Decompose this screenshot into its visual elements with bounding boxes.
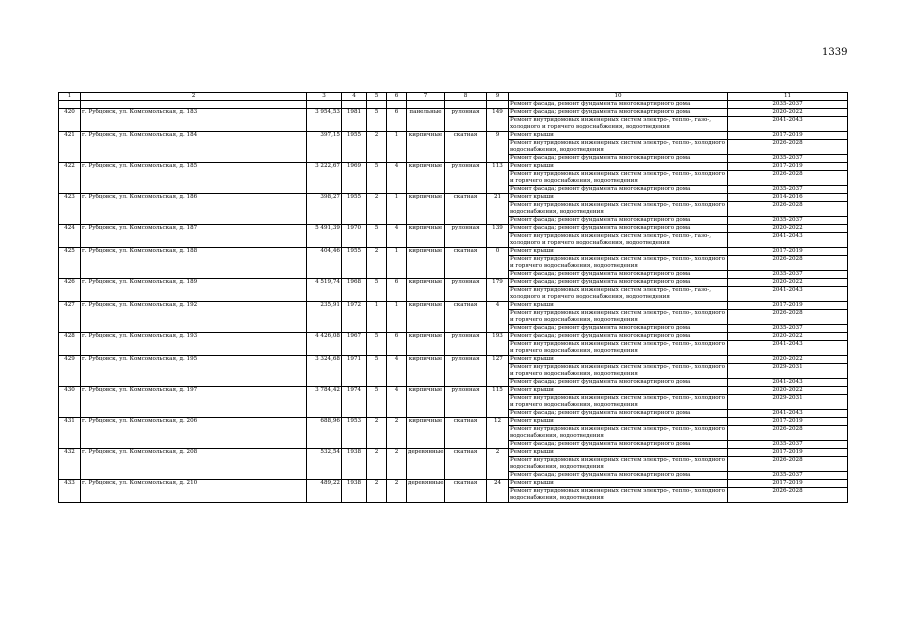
wall-material: кирпичные [407,418,445,449]
work-period: 2035-2037 [728,441,848,449]
house-area: 4 519,74 [307,279,342,302]
construction-year: 1955 [342,194,367,225]
work-type: Ремонт фасада; ремонт фундамента многоквартирного дома [509,410,728,418]
entrances-count: 6 [387,333,407,356]
residents-count: 113 [487,163,509,194]
construction-year: 1971 [342,356,367,387]
work-period: 2020-2022 [728,387,848,395]
roof-type: скатная [445,418,487,449]
work-type: Ремонт крыши [509,480,728,488]
row-number: 429 [59,356,81,387]
row-number: 427 [59,302,81,333]
residents-count: 9 [487,132,509,163]
entrances-count: 4 [387,356,407,387]
work-type: Ремонт крыши [509,387,728,395]
house-area: 3 324,68 [307,356,342,387]
row-number: 425 [59,248,81,279]
column-number: 6 [387,93,407,101]
work-type: Ремонт фасада, ремонт фундамента многоквартирного дома [509,101,728,109]
empty-cell [307,101,342,109]
work-type: Ремонт крыши [509,163,728,171]
row-number: 431 [59,418,81,449]
table-row [59,387,848,395]
row-number: 423 [59,194,81,225]
work-period: 2017-2019 [728,449,848,457]
table-row [59,480,848,488]
construction-year: 1970 [342,225,367,248]
row-number: 433 [59,480,81,503]
wall-material: кирпичные [407,302,445,333]
work-type: Ремонт внутридомовых инженерных систем электро-, тепло-, холодного и горячего водоснабжения, водоотведения [509,171,728,186]
house-area: 235,91 [307,302,342,333]
entrances-count: 4 [387,163,407,194]
table-row [59,163,848,171]
work-type: Ремонт фасада; ремонт фундамента многоквартирного дома [509,225,728,233]
work-period: 2017-2019 [728,480,848,488]
residents-count: 149 [487,109,509,132]
house-address: г. Рубцовск, ул. Комсомольская, д. 197 [81,387,307,418]
residents-count: 24 [487,480,509,503]
work-period: 2020-2022 [728,279,848,287]
roof-type: скатная [445,302,487,333]
work-type: Ремонт крыши [509,194,728,202]
column-number: 7 [407,93,445,101]
table-row [59,225,848,233]
house-address: г. Рубцовск, ул. Комсомольская, д. 185 [81,163,307,194]
wall-material: панельные [407,109,445,132]
work-type: Ремонт крыши [509,418,728,426]
work-period: 2026-2028 [728,426,848,441]
work-type: Ремонт внутридомовых инженерных систем электро-, тепло-, газо-, холодного и горячего водоснабжения, водоотведения [509,233,728,248]
entrances-count: 4 [387,387,407,418]
work-type: Ремонт фасада; ремонт фундамента многоквартирного дома [509,109,728,117]
construction-year: 1953 [342,418,367,449]
residents-count: 12 [487,418,509,449]
work-period: 2035-2037 [728,325,848,333]
row-number: 432 [59,449,81,480]
row-number: 422 [59,163,81,194]
work-period: 2026-2028 [728,488,848,503]
house-area: 398,27 [307,194,342,225]
row-number: 420 [59,109,81,132]
residents-count: 115 [487,387,509,418]
page-number: 1339 [822,47,848,58]
work-period: 2026-2028 [728,171,848,186]
entrances-count: 1 [387,302,407,333]
work-type: Ремонт внутридомовых инженерных систем электро-, тепло-, газо-, холодного и горячего водоснабжения, водоотведения [509,117,728,132]
work-period: 2029-2031 [728,395,848,410]
house-area: 3 222,67 [307,163,342,194]
table-row [59,449,848,457]
table-row [59,302,848,310]
roof-type: рулонная [445,387,487,418]
house-area: 397,15 [307,132,342,163]
empty-cell [367,101,387,109]
residents-count: 0 [487,248,509,279]
work-type: Ремонт крыши [509,302,728,310]
work-period: 2017-2019 [728,163,848,171]
empty-cell [342,101,367,109]
wall-material: деревянные [407,480,445,503]
house-address: г. Рубцовск, ул. Комсомольская, д. 195 [81,356,307,387]
row-number: 428 [59,333,81,356]
work-type: Ремонт внутридомовых инженерных систем электро-, тепло-, холодного и горячего водоснабжения, водоотведения [509,395,728,410]
floors-count: 2 [367,132,387,163]
work-type: Ремонт крыши [509,356,728,364]
row-number: 424 [59,225,81,248]
table-body [59,93,848,503]
floors-count: 5 [367,356,387,387]
wall-material: кирпичные [407,333,445,356]
entrances-count: 2 [387,418,407,449]
residents-count: 2 [487,449,509,480]
work-type: Ремонт фасада; ремонт фундамента многоквартирного дома [509,217,728,225]
wall-material: кирпичные [407,132,445,163]
residents-count: 21 [487,194,509,225]
roof-type: рулонная [445,333,487,356]
work-type: Ремонт фасада; ремонт фундамента многоквартирного дома [509,441,728,449]
entrances-count: 1 [387,248,407,279]
roof-type: скатная [445,248,487,279]
work-period: 2020-2022 [728,356,848,364]
floors-count: 2 [367,449,387,480]
construction-year: 1938 [342,480,367,503]
wall-material: кирпичные [407,248,445,279]
floors-count: 2 [367,194,387,225]
wall-material: кирпичные [407,356,445,387]
entrances-count: 6 [387,279,407,302]
roof-type: скатная [445,132,487,163]
floors-count: 5 [367,279,387,302]
house-area: 532,54 [307,449,342,480]
work-period: 2041-2043 [728,233,848,248]
entrances-count: 1 [387,194,407,225]
work-period: 2020-2022 [728,333,848,341]
house-address: г. Рубцовск, ул. Комсомольская, д. 187 [81,225,307,248]
work-period: 2041-2043 [728,287,848,302]
construction-year: 1974 [342,387,367,418]
work-period: 2017-2019 [728,132,848,140]
empty-cell [81,101,307,109]
work-period: 2026-2028 [728,256,848,271]
roof-type: скатная [445,480,487,503]
house-area: 489,22 [307,480,342,503]
entrances-count: 6 [387,109,407,132]
wall-material: кирпичные [407,225,445,248]
floors-count: 2 [367,480,387,503]
house-address: г. Рубцовск, ул. Комсомольская, д. 192 [81,302,307,333]
column-number: 3 [307,93,342,101]
roof-type: рулонная [445,163,487,194]
work-type: Ремонт фасада; ремонт фундамента многоквартирного дома [509,279,728,287]
floors-count: 2 [367,248,387,279]
row-number: 430 [59,387,81,418]
work-period: 2035-2037 [728,101,848,109]
column-number: 2 [81,93,307,101]
house-area: 3 954,53 [307,109,342,132]
roof-type: скатная [445,449,487,480]
house-address: г. Рубцовск, ул. Комсомольская, д. 184 [81,132,307,163]
residents-count: 139 [487,225,509,248]
work-type: Ремонт внутридомовых инженерных систем электро-, тепло-, холодного и горячего водоснабжения, водоотведения [509,341,728,356]
work-period: 2035-2037 [728,271,848,279]
row-number: 426 [59,279,81,302]
work-type: Ремонт внутридомовых инженерных систем электро-, тепло-, холодного водоснабжения, водоотведения [509,488,728,503]
house-address: г. Рубцовск, ул. Комсомольская, д. 210 [81,480,307,503]
work-type: Ремонт внутридомовых инженерных систем электро-, тепло-, газо-, холодного и горячего водоснабжения, водоотведения [509,287,728,302]
work-type: Ремонт крыши [509,449,728,457]
floors-count: 5 [367,163,387,194]
capital-repair-table [58,92,848,503]
work-period: 2029-2031 [728,364,848,379]
column-number: 4 [342,93,367,101]
residents-count: 193 [487,333,509,356]
work-type: Ремонт фасада; ремонт фундамента многоквартирного дома [509,333,728,341]
work-period: 2020-2022 [728,225,848,233]
house-address: г. Рубцовск, ул. Комсомольская, д. 189 [81,279,307,302]
floors-count: 5 [367,333,387,356]
work-period: 2041-2043 [728,341,848,356]
table-row [59,418,848,426]
wall-material: кирпичные [407,163,445,194]
house-area: 404,46 [307,248,342,279]
roof-type: рулонная [445,225,487,248]
work-period: 2026-2028 [728,202,848,217]
work-type: Ремонт фасада; ремонт фундамента многоквартирного дома [509,379,728,387]
residents-count: 179 [487,279,509,302]
house-address: г. Рубцовск, ул. Комсомольская, д. 193 [81,333,307,356]
work-type: Ремонт крыши [509,132,728,140]
work-type: Ремонт фасада; ремонт фундамента многоквартирного дома [509,186,728,194]
work-period: 2017-2019 [728,418,848,426]
floors-count: 5 [367,387,387,418]
row-number: 421 [59,132,81,163]
table-row [59,356,848,364]
construction-year: 1968 [342,279,367,302]
floors-count: 1 [367,302,387,333]
table-row [59,109,848,117]
work-period: 2041-2043 [728,410,848,418]
work-period: 2014-2016 [728,194,848,202]
roof-type: рулонная [445,109,487,132]
work-type: Ремонт внутридомовых инженерных систем электро-, тепло-, холодного и горячего водоснабжения, водоотведения [509,256,728,271]
wall-material: деревянные [407,449,445,480]
house-address: г. Рубцовск, ул. Комсомольская, д. 183 [81,109,307,132]
residents-count: 4 [487,302,509,333]
work-period: 2035-2037 [728,472,848,480]
house-area: 4 426,08 [307,333,342,356]
entrances-count: 1 [387,132,407,163]
entrances-count: 2 [387,449,407,480]
roof-type: рулонная [445,356,487,387]
roof-type: рулонная [445,279,487,302]
house-address: г. Рубцовск, ул. Комсомольская, д. 208 [81,449,307,480]
wall-material: кирпичные [407,279,445,302]
construction-year: 1981 [342,109,367,132]
empty-cell [487,101,509,109]
work-type: Ремонт внутридомовых инженерных систем электро-, тепло-, холодного водоснабжения, водоотведения [509,426,728,441]
table-row [59,194,848,202]
work-type: Ремонт фасада; ремонт фундамента многоквартирного дома [509,472,728,480]
work-type: Ремонт внутридомовых инженерных систем электро-, тепло-, холодного водоснабжения, водоотведения [509,140,728,155]
wall-material: кирпичные [407,194,445,225]
column-number: 11 [728,93,848,101]
house-area: 3 784,42 [307,387,342,418]
column-number: 10 [509,93,728,101]
wall-material: кирпичные [407,387,445,418]
work-period: 2026-2028 [728,310,848,325]
entrances-count: 4 [387,225,407,248]
house-area: 688,96 [307,418,342,449]
work-period: 2035-2037 [728,155,848,163]
work-type: Ремонт внутридомовых инженерных систем электро-, тепло-, холодного водоснабжения, водоотведения [509,457,728,472]
floors-count: 5 [367,225,387,248]
work-period: 2041-2043 [728,117,848,132]
work-type: Ремонт фасада; ремонт фундамента многоквартирного дома [509,271,728,279]
table-row [59,132,848,140]
column-number: 5 [367,93,387,101]
work-type: Ремонт внутридомовых инженерных систем электро-, тепло-, холодного и горячего водоснабжения, водоотведения [509,310,728,325]
house-address: г. Рубцовск, ул. Комсомольская, д. 206 [81,418,307,449]
roof-type: скатная [445,194,487,225]
work-period: 2020-2022 [728,109,848,117]
floors-count: 5 [367,109,387,132]
house-address: г. Рубцовск, ул. Комсомольская, д. 186 [81,194,307,225]
work-period: 2026-2028 [728,457,848,472]
work-type: Ремонт фасада; ремонт фундамента многоквартирного дома [509,325,728,333]
table-row [59,248,848,256]
entrances-count: 2 [387,480,407,503]
empty-cell [407,101,445,109]
work-period: 2026-2028 [728,140,848,155]
empty-cell [387,101,407,109]
construction-year: 1938 [342,449,367,480]
continuation-row [59,101,848,109]
work-period: 2035-2037 [728,186,848,194]
construction-year: 1955 [342,132,367,163]
work-type: Ремонт крыши [509,248,728,256]
house-address: г. Рубцовск, ул. Комсомольская, д. 188 [81,248,307,279]
work-period: 2017-2019 [728,302,848,310]
table-row [59,279,848,287]
construction-year: 1969 [342,163,367,194]
empty-cell [445,101,487,109]
empty-cell [59,101,81,109]
work-type: Ремонт внутридомовых инженерных систем электро-, тепло-, холодного водоснабжения, водоотведения [509,202,728,217]
floors-count: 2 [367,418,387,449]
column-number: 8 [445,93,487,101]
house-area: 5 491,39 [307,225,342,248]
column-number: 9 [487,93,509,101]
residents-count: 127 [487,356,509,387]
construction-year: 1967 [342,333,367,356]
work-period: 2035-2037 [728,217,848,225]
construction-year: 1955 [342,248,367,279]
work-type: Ремонт фасада; ремонт фундамента многоквартирного дома [509,155,728,163]
column-number: 1 [59,93,81,101]
work-period: 2041-2043 [728,379,848,387]
table-row [59,333,848,341]
construction-year: 1972 [342,302,367,333]
column-number-row [59,93,848,101]
work-type: Ремонт внутридомовых инженерных систем электро-, тепло-, холодного и горячего водоснабжения, водоотведения [509,364,728,379]
work-period: 2017-2019 [728,248,848,256]
